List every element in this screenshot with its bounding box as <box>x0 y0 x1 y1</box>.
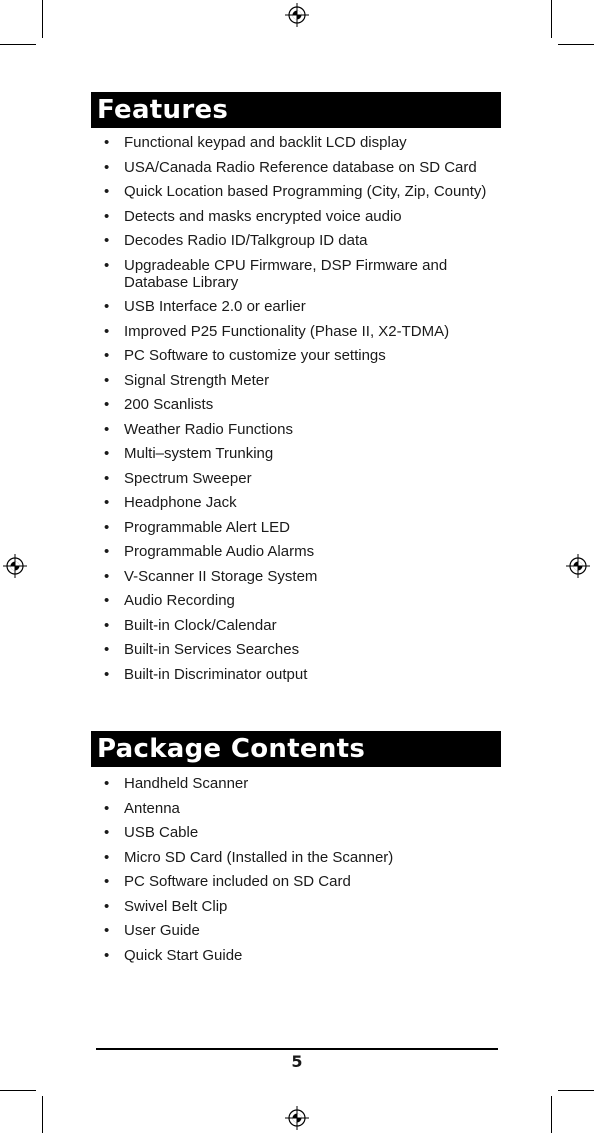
list-item-text: Decodes Radio ID/Talkgroup ID data <box>124 232 368 249</box>
list-item-text: Multi–system Trunking <box>124 445 274 462</box>
list-item-text: Audio Recording <box>124 592 235 609</box>
bullet-icon: • <box>104 183 110 200</box>
bullet-icon: • <box>104 207 110 225</box>
bullet-icon: • <box>104 897 110 915</box>
list-item <box>91 592 501 609</box>
bullet-icon: • <box>104 256 110 274</box>
list-item <box>91 824 501 841</box>
bullet-icon: • <box>104 799 110 817</box>
features-heading: Features <box>91 92 501 128</box>
list-item <box>91 159 501 176</box>
list-item-text: Headphone Jack <box>124 494 237 511</box>
list-item <box>91 396 501 413</box>
list-item <box>91 849 501 866</box>
list-item-text: V-Scanner II Storage System <box>124 567 318 585</box>
bullet-icon: • <box>104 298 110 315</box>
list-item-text: Quick Location based Programming (City, Zip, County) <box>124 183 487 200</box>
bullet-icon: • <box>104 347 110 364</box>
bullet-icon: • <box>104 543 110 560</box>
list-item-text: Improved P25 Functionality (Phase II, X2-TDMA) <box>124 322 450 340</box>
list-item-text: Built-in Clock/Calendar <box>124 616 277 634</box>
list-item <box>91 323 501 340</box>
features-list <box>91 134 501 690</box>
crop-mark <box>0 44 36 45</box>
list-item <box>91 208 501 225</box>
crop-mark <box>551 1096 552 1133</box>
list-item <box>91 775 501 792</box>
list-item <box>91 494 501 511</box>
list-item <box>91 347 501 364</box>
list-item-text: PC Software included on SD Card <box>124 873 351 890</box>
package-contents-list <box>91 775 501 971</box>
list-item-text: Micro SD Card (Installed in the Scanner) <box>124 848 394 866</box>
list-item-text: Functional keypad and backlit LCD display <box>124 134 407 151</box>
list-item-text: Handheld Scanner <box>124 775 249 792</box>
list-item <box>91 470 501 487</box>
bullet-icon: • <box>104 641 110 658</box>
list-item <box>91 421 501 438</box>
bullet-icon: • <box>104 518 110 536</box>
list-item-text: Antenna <box>124 799 180 817</box>
page-number: 5 <box>291 1052 303 1071</box>
crop-mark <box>42 1096 43 1133</box>
registration-mark-icon <box>3 554 27 578</box>
list-item <box>91 898 501 915</box>
list-item-text: Swivel Belt Clip <box>124 897 228 915</box>
bullet-icon: • <box>104 158 110 176</box>
list-item-text: Programmable Alert LED <box>124 518 290 536</box>
bullet-icon: • <box>104 232 110 249</box>
crop-mark <box>551 0 552 38</box>
bullet-icon: • <box>104 848 110 866</box>
registration-mark-icon <box>285 3 309 27</box>
list-item-text: User Guide <box>124 922 200 939</box>
list-item-text: Upgradeable CPU Firmware, DSP Firmware and Database Library <box>124 256 448 291</box>
list-item-text: USA/Canada Radio Reference database on SD Card <box>124 158 477 176</box>
list-item <box>91 183 501 200</box>
bullet-icon: • <box>104 134 110 151</box>
list-item <box>91 922 501 939</box>
bullet-icon: • <box>104 616 110 634</box>
bullet-icon: • <box>104 775 110 792</box>
crop-mark <box>0 1090 36 1091</box>
registration-mark-icon <box>285 1106 309 1130</box>
list-item <box>91 298 501 315</box>
list-item-text: 200 Scanlists <box>124 396 214 413</box>
list-item-text: USB Interface 2.0 or earlier <box>124 298 306 315</box>
footer-rule <box>96 1048 498 1050</box>
list-item-text: Programmable Audio Alarms <box>124 543 315 560</box>
package-contents-heading: Package Contents <box>91 731 501 767</box>
list-item <box>91 257 501 291</box>
bullet-icon: • <box>104 420 110 438</box>
list-item <box>91 543 501 560</box>
list-item-text: Signal Strength Meter <box>124 371 270 389</box>
bullet-icon: • <box>104 567 110 585</box>
bullet-icon: • <box>104 445 110 462</box>
list-item-text: Built-in Services Searches <box>124 641 300 658</box>
list-item <box>91 873 501 890</box>
list-item-text: PC Software to customize your settings <box>124 347 386 364</box>
list-item <box>91 568 501 585</box>
crop-mark <box>558 44 594 45</box>
list-item <box>91 666 501 683</box>
bullet-icon: • <box>104 322 110 340</box>
list-item <box>91 617 501 634</box>
list-item <box>91 947 501 964</box>
bullet-icon: • <box>104 665 110 683</box>
list-item <box>91 232 501 249</box>
bullet-icon: • <box>104 396 110 413</box>
list-item-text: USB Cable <box>124 824 199 841</box>
crop-mark <box>558 1090 594 1091</box>
bullet-icon: • <box>104 371 110 389</box>
list-item <box>91 800 501 817</box>
list-item <box>91 134 501 151</box>
list-item-text: Spectrum Sweeper <box>124 469 252 487</box>
bullet-icon: • <box>104 824 110 841</box>
bullet-icon: • <box>104 873 110 890</box>
list-item <box>91 641 501 658</box>
bullet-icon: • <box>104 469 110 487</box>
bullet-icon: • <box>104 494 110 511</box>
list-item-text: Detects and masks encrypted voice audio <box>124 207 402 225</box>
list-item-text: Quick Start Guide <box>124 946 243 964</box>
list-item <box>91 445 501 462</box>
crop-mark <box>42 0 43 38</box>
list-item-text: Weather Radio Functions <box>124 420 293 438</box>
list-item <box>91 519 501 536</box>
list-item-text: Built-in Discriminator output <box>124 665 308 683</box>
list-item <box>91 372 501 389</box>
bullet-icon: • <box>104 946 110 964</box>
bullet-icon: • <box>104 922 110 939</box>
bullet-icon: • <box>104 592 110 609</box>
registration-mark-icon <box>566 554 590 578</box>
